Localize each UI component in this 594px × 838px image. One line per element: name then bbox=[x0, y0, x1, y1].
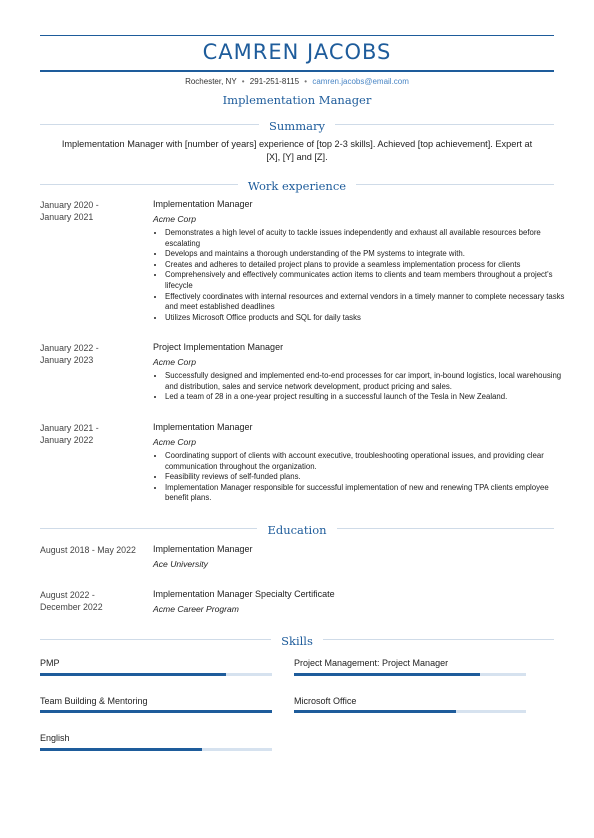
skill-level-bar bbox=[40, 673, 272, 676]
job-role: Project Implementation Manager bbox=[153, 342, 284, 352]
work-heading bbox=[40, 177, 554, 191]
education-school: Acme Career Program bbox=[153, 604, 239, 614]
contact-line bbox=[0, 77, 594, 86]
education-heading bbox=[40, 521, 554, 535]
work-title: Work experience bbox=[238, 179, 356, 193]
job-bullets bbox=[153, 451, 565, 504]
location: Rochester, NY bbox=[185, 77, 237, 86]
list-item: • Comprehensively and effectively communicates action items to clients and team members throughout a project's lifecycle bbox=[165, 270, 565, 291]
candidate-name: CAMREN JACOBS bbox=[202, 40, 392, 64]
education-school: Ace University bbox=[153, 559, 208, 569]
job-dates: January 2020 - January 2021 bbox=[40, 200, 99, 222]
list-item: • Effectively coordinates with internal resources and external vendors in a timely manner to complete necessary tasks and meet established deadlines bbox=[165, 292, 565, 313]
list-item: • Implementation Manager responsible for successful implementation of new and renewing TPA clients employee benefit plans. bbox=[165, 483, 565, 504]
list-item: • Feasibility reviews of self-funded plans. bbox=[165, 472, 565, 483]
list-item: • Utilizes Microsoft Office products and SQL for daily tasks bbox=[165, 313, 565, 324]
skill-name: Microsoft Office bbox=[294, 696, 357, 706]
name-underline bbox=[40, 70, 554, 72]
education-dates: August 2022 - December 2022 bbox=[40, 590, 103, 612]
education-dates: August 2018 - May 2022 bbox=[40, 545, 136, 555]
job-bullets bbox=[153, 228, 565, 323]
list-item: • Demonstrates a high level of acuity to tackle issues independently and exhaust all available resources before escalating bbox=[165, 228, 565, 249]
education-degree: Implementation Manager Specialty Certificate bbox=[153, 589, 335, 599]
list-item: • Led a team of 28 in a one-year project resulting in a successful launch of the Tesla in New Zealand. bbox=[165, 392, 565, 403]
job-role: Implementation Manager bbox=[153, 199, 253, 209]
skill-level-bar bbox=[40, 710, 272, 713]
summary-title: Summary bbox=[259, 119, 335, 133]
skill-level-bar bbox=[294, 710, 526, 713]
separator: • bbox=[304, 77, 308, 86]
job-company: Acme Corp bbox=[153, 437, 196, 447]
summary-heading bbox=[40, 117, 554, 131]
job-dates: January 2022 - January 2023 bbox=[40, 343, 99, 365]
job-dates: January 2021 - January 2022 bbox=[40, 423, 99, 445]
skill-level-bar bbox=[294, 673, 526, 676]
job-company: Acme Corp bbox=[153, 357, 196, 367]
phone: 291-251-8115 bbox=[249, 77, 300, 86]
job-bullets bbox=[153, 371, 565, 403]
skill-name: English bbox=[40, 733, 70, 743]
separator: • bbox=[241, 77, 245, 86]
list-item: • Creates and adheres to detailed project plans to provide a seamless implementation process for clients bbox=[165, 260, 565, 271]
job-title: Implementation Manager bbox=[222, 93, 372, 107]
summary-text: Implementation Manager with [number of years] experience of [top 2-3 skills]. Achieved [top achievement]. Expert at [X], [Y] and [Z]. bbox=[61, 139, 533, 162]
skills-heading bbox=[40, 632, 554, 646]
skill-name: Team Building & Mentoring bbox=[40, 696, 148, 706]
job-role: Implementation Manager bbox=[153, 422, 253, 432]
list-item: • Coordinating support of clients with account executive, troubleshooting operational issues, and providing clear communication throughout the organization. bbox=[165, 451, 565, 472]
skill-name: Project Management: Project Manager bbox=[294, 658, 449, 668]
skill-name: PMP bbox=[40, 658, 60, 668]
job-company: Acme Corp bbox=[153, 214, 196, 224]
education-title: Education bbox=[257, 523, 336, 537]
education-degree: Implementation Manager bbox=[153, 544, 253, 554]
skills-title: Skills bbox=[271, 634, 323, 648]
top-rule bbox=[40, 35, 554, 36]
email-link[interactable]: camren.jacobs@email.com bbox=[312, 77, 409, 86]
list-item: • Develops and maintains a thorough understanding of the PM systems to integrate with. bbox=[165, 249, 565, 260]
list-item: • Successfully designed and implemented end-to-end processes for car import, in-bound logistics, local warehousing and distribution, sales and service network development, product pricing and sales. bbox=[165, 371, 565, 392]
skill-level-bar bbox=[40, 748, 272, 751]
